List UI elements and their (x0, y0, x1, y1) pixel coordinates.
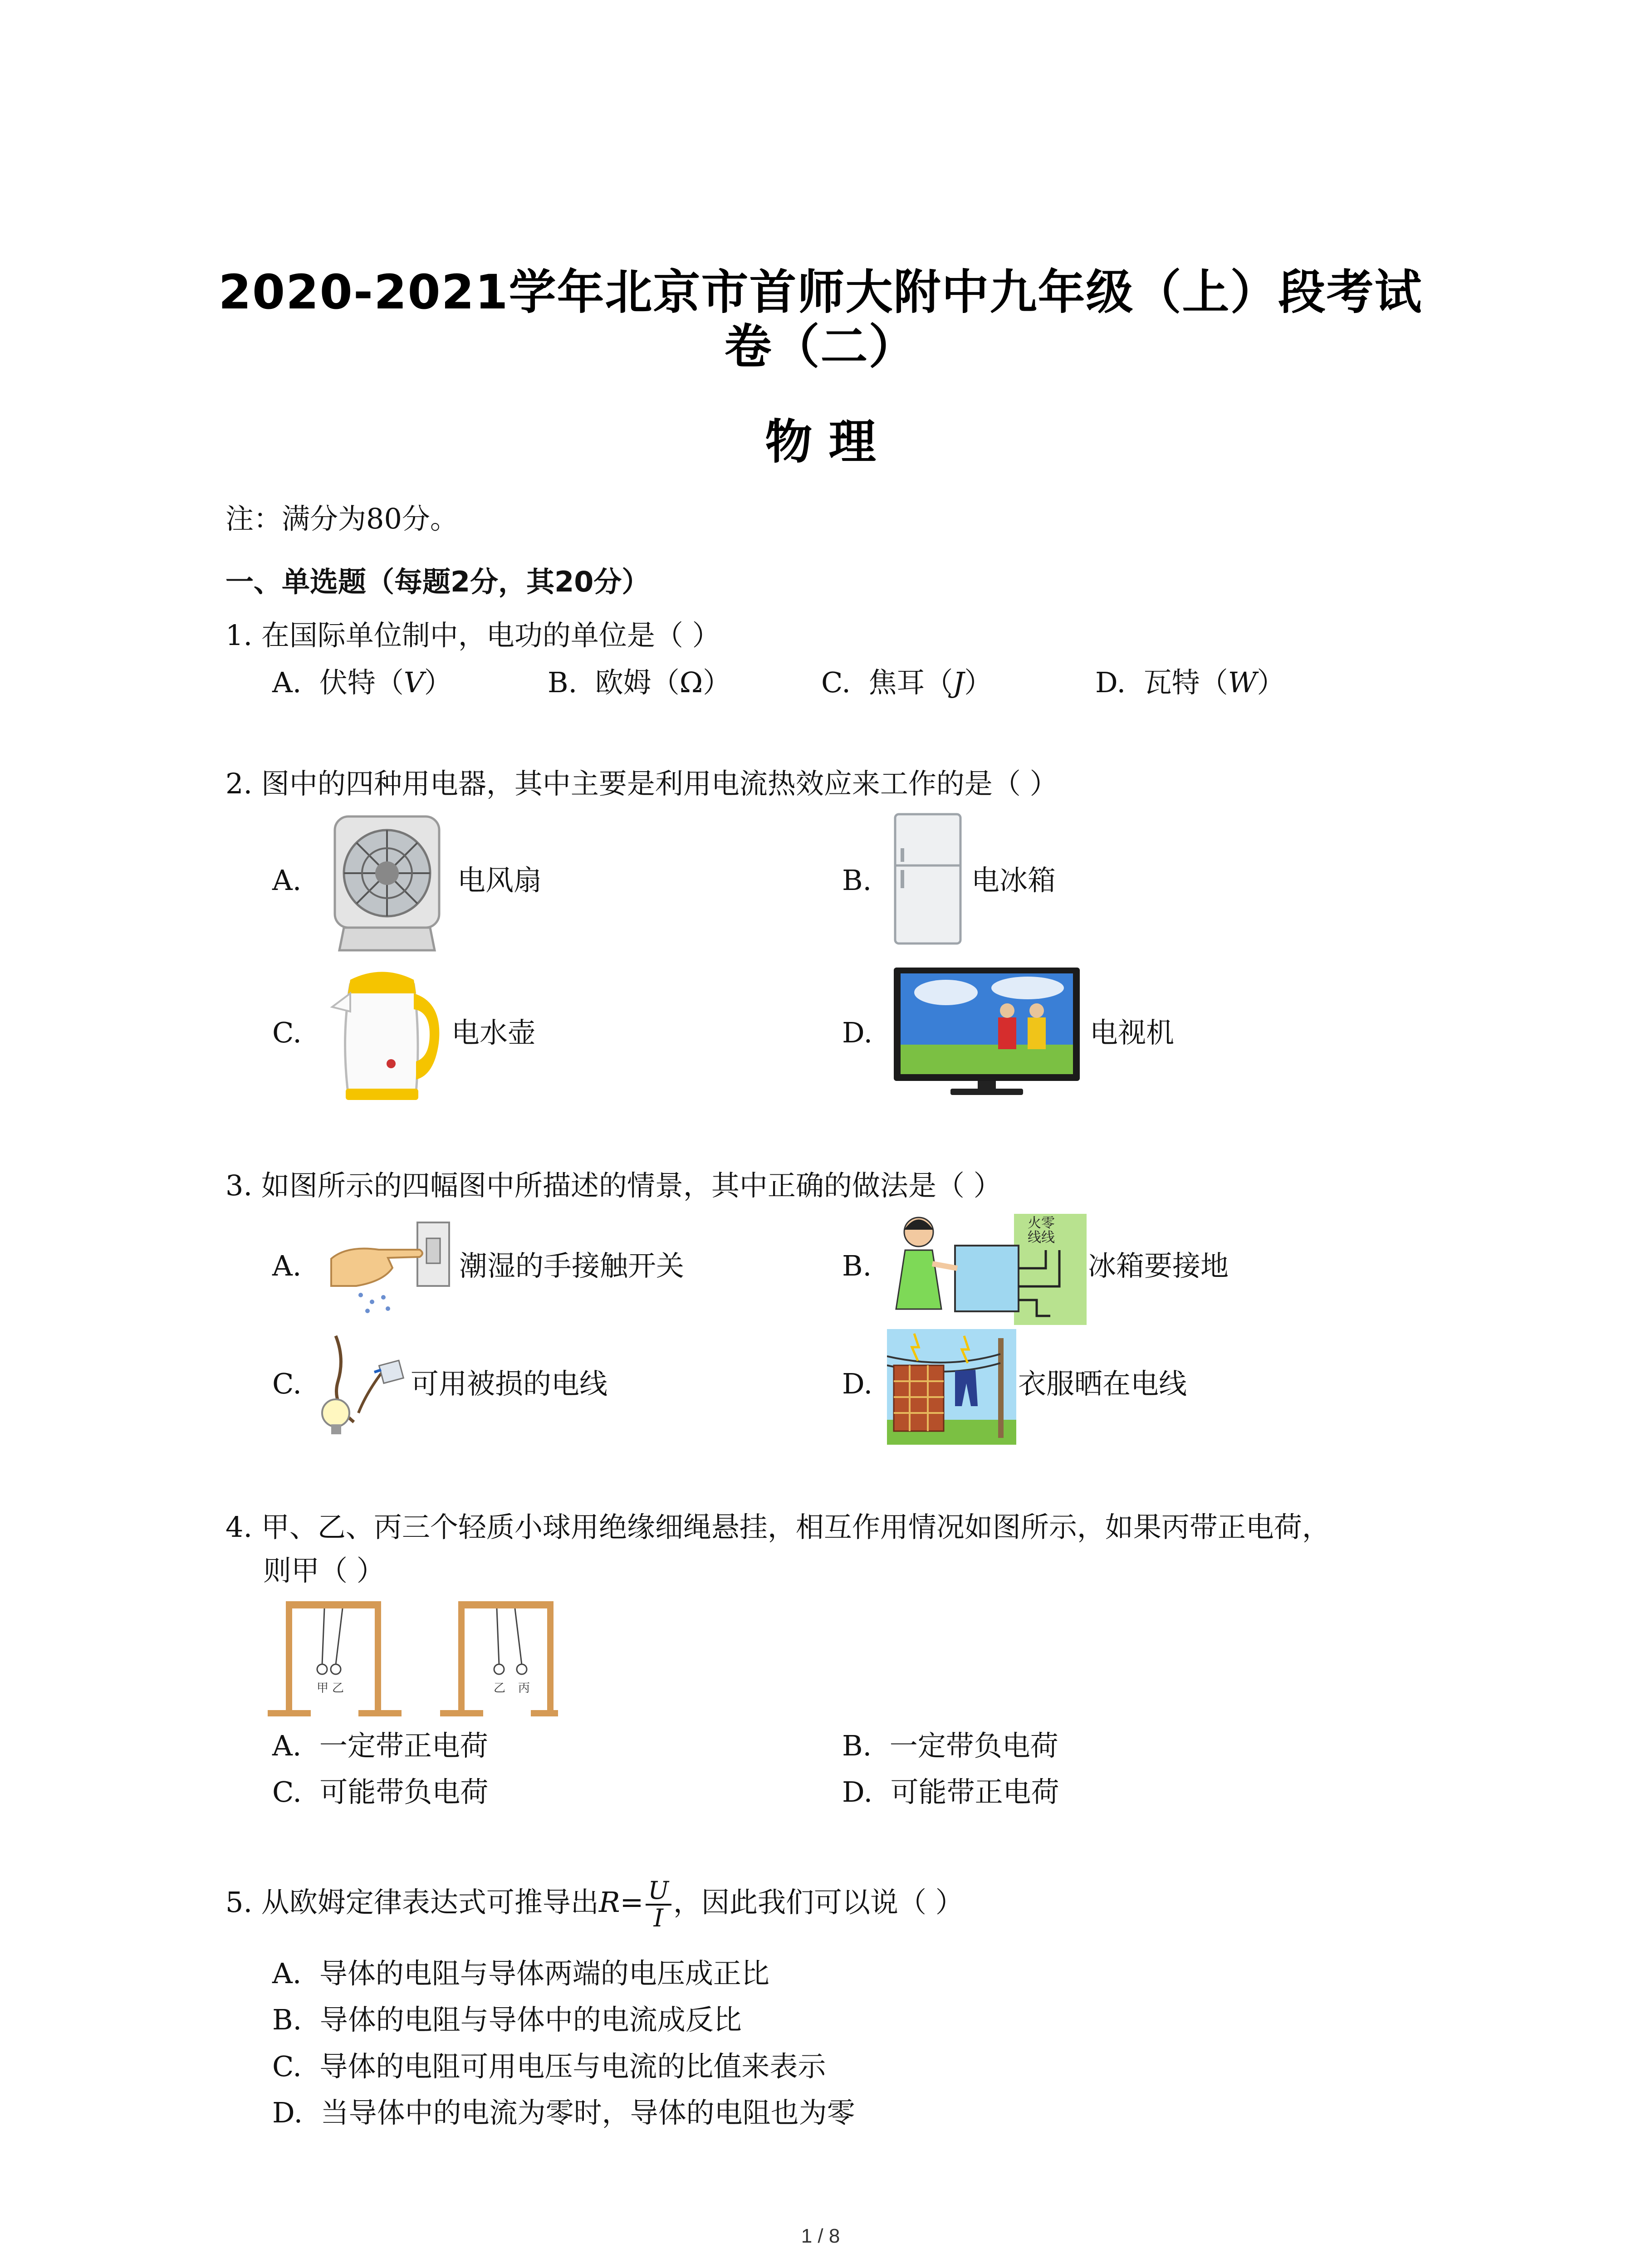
question-3-option-b-letter: B. (842, 1249, 872, 1282)
damaged-wire-image (318, 1331, 408, 1442)
electric-fan-image (330, 812, 444, 957)
wet-hand-switch-image (329, 1218, 454, 1318)
ball-yi-label-2: 乙 (494, 1681, 506, 1695)
refrigerator-image (892, 812, 964, 948)
ball-yi-label: 乙 (332, 1681, 344, 1695)
subject-heading: 物 理 (765, 414, 876, 469)
score-note: 注：满分为80分。 (225, 502, 458, 535)
question-5-option-a: A. 导体的电阻与导体两端的电压成正比 (272, 1957, 769, 1990)
question-2-option-a-letter: A. (272, 864, 302, 897)
question-3-stem: 3. 如图所示的四幅图中所描述的情景，其中正确的做法是（ ） (225, 1169, 1002, 1202)
question-2-option-c-letter: C. (272, 1016, 302, 1049)
question-2-option-a-text: 电风扇 (457, 864, 542, 897)
question-2-option-d-text: 电视机 (1090, 1016, 1175, 1049)
question-2-stem: 2. 图中的四种用电器，其中主要是利用电流热效应来工作的是（ ） (225, 767, 1058, 800)
question-3-option-a-letter: A. (272, 1249, 302, 1282)
paper-title-line-1: 2020-2021学年北京市首师大附中九年级（上）段考试 (218, 264, 1423, 320)
question-3-option-c-text: 可用被损的电线 (411, 1367, 608, 1400)
question-2-option-d-letter: D. (842, 1016, 873, 1049)
question-2-option-b-letter: B. (842, 864, 872, 897)
question-4-option-d: D. 可能带正电荷 (842, 1775, 1059, 1809)
question-2-option-c-text: 电水壶 (451, 1016, 536, 1049)
question-1-option-d: D. 瓦特（W） (1095, 666, 1285, 699)
question-1-stem: 1. 在国际单位制中，电功的单位是（ ） (225, 619, 720, 652)
question-5-option-c: C. 导体的电阻可用电压与电流的比值来表示 (272, 2050, 826, 2083)
question-1-option-b: B. 欧姆（Ω） (548, 666, 731, 699)
question-3-option-a-text: 潮湿的手接触开关 (459, 1249, 685, 1282)
question-3-option-d-letter: D. (842, 1367, 873, 1400)
question-3-option-d-text: 衣服晒在电线 (1018, 1367, 1187, 1400)
question-4-stem-line-2: 则甲（ ） (263, 1554, 385, 1587)
ball-jia-label: 甲 (317, 1681, 329, 1695)
question-1-option-a: A. 伏特（V） (272, 666, 452, 699)
question-4-stem-line-1: 4. 甲、乙、丙三个轻质小球用绝缘细绳悬挂，相互作用情况如图所示，如果丙带正电荷， (225, 1510, 1330, 1544)
question-2-option-b-text: 电冰箱 (971, 864, 1056, 897)
clothes-on-wire-image (887, 1329, 1016, 1445)
question-1-option-c: C. 焦耳（J） (821, 666, 993, 699)
ohm-law-fraction: $\frac{U}{I}$ (646, 1878, 672, 1931)
question-4-option-a: A. 一定带正电荷 (272, 1729, 488, 1762)
question-5-option-b: B. 导体的电阻与导体中的电流成反比 (272, 2003, 742, 2036)
live-neutral-label-2: 线线 (1028, 1230, 1055, 1246)
paper-title-line-2: 卷（二） (724, 319, 917, 374)
question-3-option-c-letter: C. (272, 1367, 302, 1400)
live-neutral-label-1: 火零 (1028, 1215, 1055, 1231)
question-5-stem: 5. 从欧姆定律表达式可推导出R= $\frac{U}{I}$ ，因此我们可以说（ ） (225, 1876, 964, 1932)
question-3-option-b-text: 冰箱要接地 (1088, 1249, 1229, 1282)
suspended-balls-figure (268, 1597, 558, 1721)
page-number: 1 / 8 (801, 2225, 840, 2247)
formula-lhs: R= (598, 1885, 644, 1919)
question-5-option-d: D. 当导体中的电流为零时，导体的电阻也为零 (272, 2096, 855, 2129)
ball-bing-label: 丙 (518, 1681, 530, 1695)
question-4-option-c: C. 可能带负电荷 (272, 1775, 489, 1809)
television-image (892, 965, 1082, 1099)
section-heading: 一、单选题（每题2分，其20分） (225, 565, 650, 598)
electric-kettle-image (323, 966, 446, 1102)
question-4-option-b: B. 一定带负电荷 (842, 1729, 1058, 1762)
fridge-grounding-image (887, 1214, 1087, 1325)
